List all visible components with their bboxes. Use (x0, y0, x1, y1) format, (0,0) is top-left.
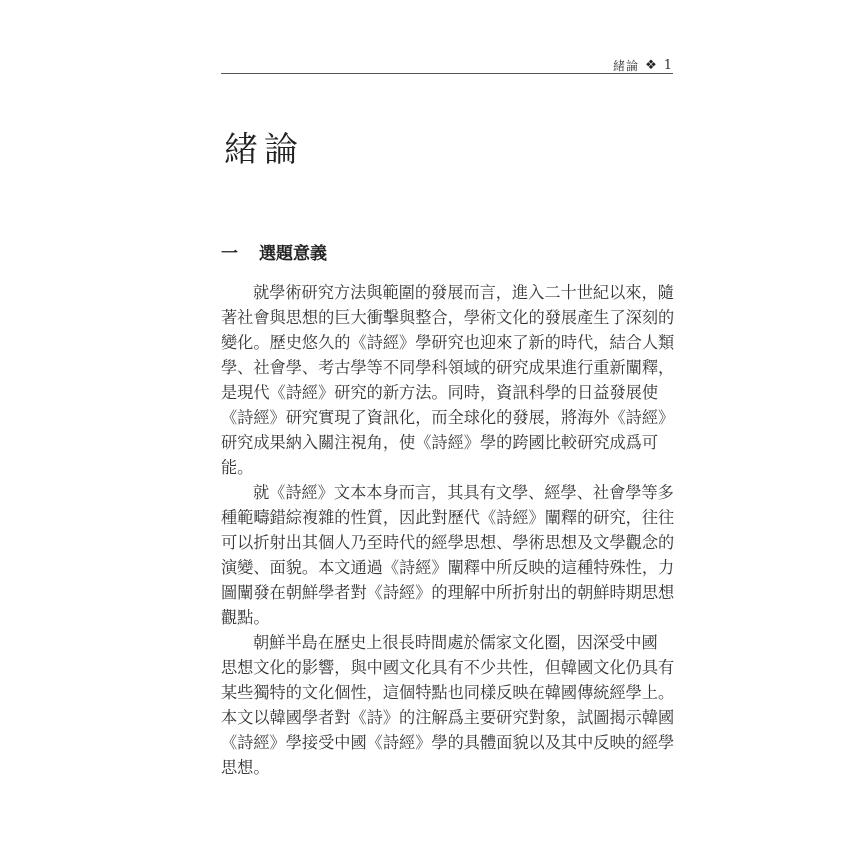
paragraph-2 (221, 480, 673, 630)
text-line: 變化。歷史悠久的《詩經》學研究也迎來了新的時代，結合人類 (221, 333, 675, 352)
text-line: 某些獨特的文化個性，這個特點也同樣反映在韓國傳統經學上。 (221, 683, 675, 702)
chapter-title: 緒論 (224, 130, 304, 170)
text-line: 就學術研究方法與範圍的發展而言，進入二十世紀以來，隨 (253, 283, 674, 302)
paragraph-3 (221, 630, 673, 780)
text-line: 《詩經》學接受中國《詩經》學的具體面貌以及其中反映的經學 (221, 733, 675, 752)
section-title: 選題意義 (259, 244, 327, 264)
text-line: 可以折射出其個人乃至時代的經學思想、學術思想及文學觀念的 (221, 533, 675, 552)
text-line: 本文以韓國學者對《詩》的注解爲主要研究對象，試圖揭示韓國 (221, 708, 675, 727)
body-text (221, 280, 673, 780)
text-line: 研究成果納入關注視角，使《詩經》學的跨國比較研究成爲可 (221, 433, 659, 452)
text-line: 思想。 (221, 758, 270, 777)
page-number: 1 (663, 58, 673, 73)
text-line: 朝鮮半島在歷史上很長時間處於儒家文化圈，因深受中國 (253, 633, 658, 652)
text-line: 學、社會學、考古學等不同學科領域的研究成果進行重新闡釋， (221, 358, 675, 377)
text-line: 是現代《詩經》研究的新方法。同時，資訊科學的日益發展使 (221, 383, 659, 402)
running-head (613, 57, 673, 74)
text-line: 思想文化的影響，與中國文化具有不少共性，但韓國文化仍具有 (221, 658, 675, 677)
text-line: 圖闡發在朝鮮學者對《詩經》的理解中所折射出的朝鮮時期思想 (221, 583, 675, 602)
running-head-title: 緒論 (613, 59, 640, 73)
text-line: 演變、面貌。本文通過《詩經》闡釋中所反映的這種特殊性，力 (221, 558, 675, 577)
header-rule (221, 73, 673, 74)
section-number: 一 (221, 244, 238, 264)
section-heading (221, 239, 327, 264)
text-line: 種範疇錯綜複雜的性質，因此對歷代《詩經》闡釋的研究，往往 (221, 508, 675, 527)
book-page (221, 0, 673, 850)
text-line: 觀點。 (221, 608, 270, 627)
text-line: 能。 (221, 458, 254, 477)
text-line: 就《詩經》文本本身而言，其具有文學、經學、社會學等多 (253, 483, 674, 502)
diamond-ornament-icon: ❖ (645, 58, 658, 73)
text-line: 《詩經》研究實現了資訊化，而全球化的發展，將海外《詩經》 (221, 408, 675, 427)
text-line: 著社會與思想的巨大衝擊與整合，學術文化的發展產生了深刻的 (221, 308, 675, 327)
paragraph-1 (221, 280, 673, 480)
